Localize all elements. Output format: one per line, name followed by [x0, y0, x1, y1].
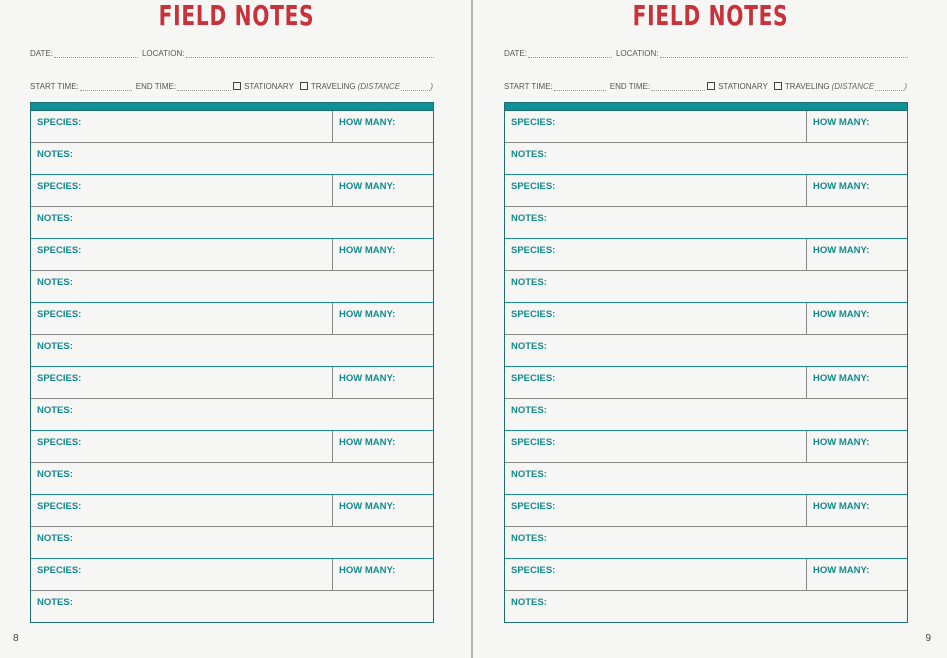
- species-field[interactable]: SPECIES:: [505, 559, 807, 590]
- page-number: 9: [925, 633, 931, 644]
- observation-entry: [505, 367, 907, 431]
- species-field[interactable]: SPECIES:: [31, 495, 333, 526]
- start-time-label: START TIME:: [504, 82, 553, 91]
- date-location-row: [30, 49, 434, 58]
- notes-row: [505, 463, 907, 494]
- date-field[interactable]: [54, 50, 138, 58]
- species-row: [505, 303, 907, 335]
- table-header-bar: [31, 103, 433, 111]
- notes-row: [31, 207, 433, 238]
- species-row: [31, 239, 433, 271]
- observation-entry: [31, 175, 433, 239]
- traveling-checkbox[interactable]: [774, 82, 782, 90]
- location-label: LOCATION:: [141, 49, 185, 58]
- species-field[interactable]: SPECIES:: [505, 367, 807, 398]
- species-field[interactable]: SPECIES:: [505, 239, 807, 270]
- notes-field[interactable]: NOTES:: [511, 213, 547, 224]
- species-row: [31, 367, 433, 399]
- notes-field[interactable]: NOTES:: [511, 341, 547, 352]
- stationary-checkbox[interactable]: [707, 82, 715, 90]
- how-many-field[interactable]: HOW MANY:: [339, 117, 396, 128]
- start-time-field[interactable]: [80, 83, 132, 91]
- how-many-field[interactable]: HOW MANY:: [813, 373, 870, 384]
- notes-field[interactable]: NOTES:: [511, 469, 547, 480]
- observation-entry: [31, 303, 433, 367]
- species-row: [505, 175, 907, 207]
- notes-row: [31, 335, 433, 366]
- species-row: [31, 175, 433, 207]
- species-field[interactable]: SPECIES:: [31, 367, 333, 398]
- notes-row: [505, 271, 907, 302]
- notes-field[interactable]: NOTES:: [37, 533, 73, 544]
- observation-entry: [31, 559, 433, 622]
- observation-entry: [31, 367, 433, 431]
- notes-row: [31, 271, 433, 302]
- species-field[interactable]: SPECIES:: [31, 175, 333, 206]
- species-row: [505, 239, 907, 271]
- how-many-field[interactable]: HOW MANY:: [339, 501, 396, 512]
- species-field[interactable]: SPECIES:: [505, 175, 807, 206]
- how-many-field[interactable]: HOW MANY:: [813, 181, 870, 192]
- end-time-label: END TIME:: [609, 82, 651, 91]
- species-row: [505, 559, 907, 591]
- location-label: LOCATION:: [615, 49, 659, 58]
- notes-field[interactable]: NOTES:: [37, 405, 73, 416]
- how-many-field[interactable]: HOW MANY:: [813, 117, 870, 128]
- how-many-field[interactable]: HOW MANY:: [339, 245, 396, 256]
- distance-field[interactable]: [875, 83, 904, 91]
- observation-entry: [505, 431, 907, 495]
- notes-field[interactable]: NOTES:: [511, 149, 547, 160]
- location-field[interactable]: [660, 50, 909, 58]
- notes-row: [505, 591, 907, 622]
- end-time-label: END TIME:: [135, 82, 177, 91]
- distance-close: ): [430, 82, 433, 91]
- notes-field[interactable]: NOTES:: [37, 597, 73, 608]
- table-header-bar: [505, 103, 907, 111]
- right-page: [474, 0, 947, 658]
- page-title: FIELD NOTES: [632, 0, 789, 32]
- observation-entry: [505, 175, 907, 239]
- species-row: [31, 111, 433, 143]
- observation-entry: [505, 303, 907, 367]
- notes-row: [31, 463, 433, 494]
- species-row: [31, 431, 433, 463]
- time-row: [30, 82, 434, 91]
- stationary-label: STATIONARY: [244, 82, 294, 91]
- observation-entry: [31, 431, 433, 495]
- notes-row: [31, 527, 433, 558]
- species-row: [505, 431, 907, 463]
- notes-field[interactable]: NOTES:: [37, 341, 73, 352]
- notes-row: [31, 399, 433, 430]
- location-field[interactable]: [186, 50, 435, 58]
- notes-field[interactable]: NOTES:: [37, 213, 73, 224]
- notes-row: [505, 143, 907, 174]
- notes-row: [505, 335, 907, 366]
- species-field[interactable]: SPECIES:: [31, 431, 333, 462]
- distance-label: (DISTANCE: [357, 82, 401, 91]
- notes-field[interactable]: NOTES:: [37, 149, 73, 160]
- stationary-label: STATIONARY: [718, 82, 768, 91]
- how-many-field[interactable]: HOW MANY:: [813, 565, 870, 576]
- how-many-field[interactable]: HOW MANY:: [339, 437, 396, 448]
- date-location-row: [504, 49, 908, 58]
- traveling-label: TRAVELING: [784, 82, 830, 91]
- how-many-field[interactable]: HOW MANY:: [339, 373, 396, 384]
- notes-field[interactable]: NOTES:: [511, 533, 547, 544]
- species-field[interactable]: SPECIES:: [505, 495, 807, 526]
- distance-close: ): [904, 82, 907, 91]
- observation-table: [504, 102, 908, 623]
- species-row: [505, 111, 907, 143]
- date-label: DATE:: [504, 49, 527, 58]
- time-row: [504, 82, 908, 91]
- species-row: [505, 495, 907, 527]
- notes-field[interactable]: NOTES:: [37, 277, 73, 288]
- observation-entry: [31, 111, 433, 175]
- species-field[interactable]: SPECIES:: [505, 431, 807, 462]
- species-field[interactable]: SPECIES:: [505, 303, 807, 334]
- traveling-checkbox[interactable]: [300, 82, 308, 90]
- species-row: [31, 303, 433, 335]
- date-field[interactable]: [528, 50, 612, 58]
- observation-entry: [31, 239, 433, 303]
- notes-row: [505, 399, 907, 430]
- observation-table: [30, 102, 434, 623]
- start-time-field[interactable]: [554, 83, 606, 91]
- notes-row: [31, 143, 433, 174]
- how-many-field[interactable]: HOW MANY:: [339, 565, 396, 576]
- distance-label: (DISTANCE: [831, 82, 875, 91]
- page-title: FIELD NOTES: [158, 0, 315, 32]
- page-number: 8: [13, 633, 19, 644]
- species-field[interactable]: SPECIES:: [31, 239, 333, 270]
- start-time-label: START TIME:: [30, 82, 79, 91]
- notes-row: [505, 527, 907, 558]
- observation-entry: [505, 495, 907, 559]
- species-row: [31, 559, 433, 591]
- how-many-field[interactable]: HOW MANY:: [813, 309, 870, 320]
- observation-entry: [505, 111, 907, 175]
- end-time-field[interactable]: [177, 83, 231, 91]
- how-many-field[interactable]: HOW MANY:: [339, 181, 396, 192]
- notes-row: [505, 207, 907, 238]
- species-field[interactable]: SPECIES:: [31, 303, 333, 334]
- left-page: [0, 0, 473, 658]
- how-many-field[interactable]: HOW MANY:: [813, 437, 870, 448]
- stationary-checkbox[interactable]: [233, 82, 241, 90]
- notes-field[interactable]: NOTES:: [511, 277, 547, 288]
- date-label: DATE:: [30, 49, 53, 58]
- traveling-label: TRAVELING: [310, 82, 356, 91]
- how-many-field[interactable]: HOW MANY:: [339, 309, 396, 320]
- how-many-field[interactable]: HOW MANY:: [813, 245, 870, 256]
- species-row: [31, 495, 433, 527]
- observation-entry: [31, 495, 433, 559]
- how-many-field[interactable]: HOW MANY:: [813, 501, 870, 512]
- observation-entry: [505, 239, 907, 303]
- observation-entry: [505, 559, 907, 622]
- species-field[interactable]: SPECIES:: [31, 111, 333, 142]
- end-time-field[interactable]: [651, 83, 705, 91]
- notes-field[interactable]: NOTES:: [511, 597, 547, 608]
- distance-field[interactable]: [401, 83, 430, 91]
- species-field[interactable]: SPECIES:: [31, 559, 333, 590]
- notes-field[interactable]: NOTES:: [511, 405, 547, 416]
- notes-field[interactable]: NOTES:: [37, 469, 73, 480]
- species-field[interactable]: SPECIES:: [505, 111, 807, 142]
- species-row: [505, 367, 907, 399]
- notes-row: [31, 591, 433, 622]
